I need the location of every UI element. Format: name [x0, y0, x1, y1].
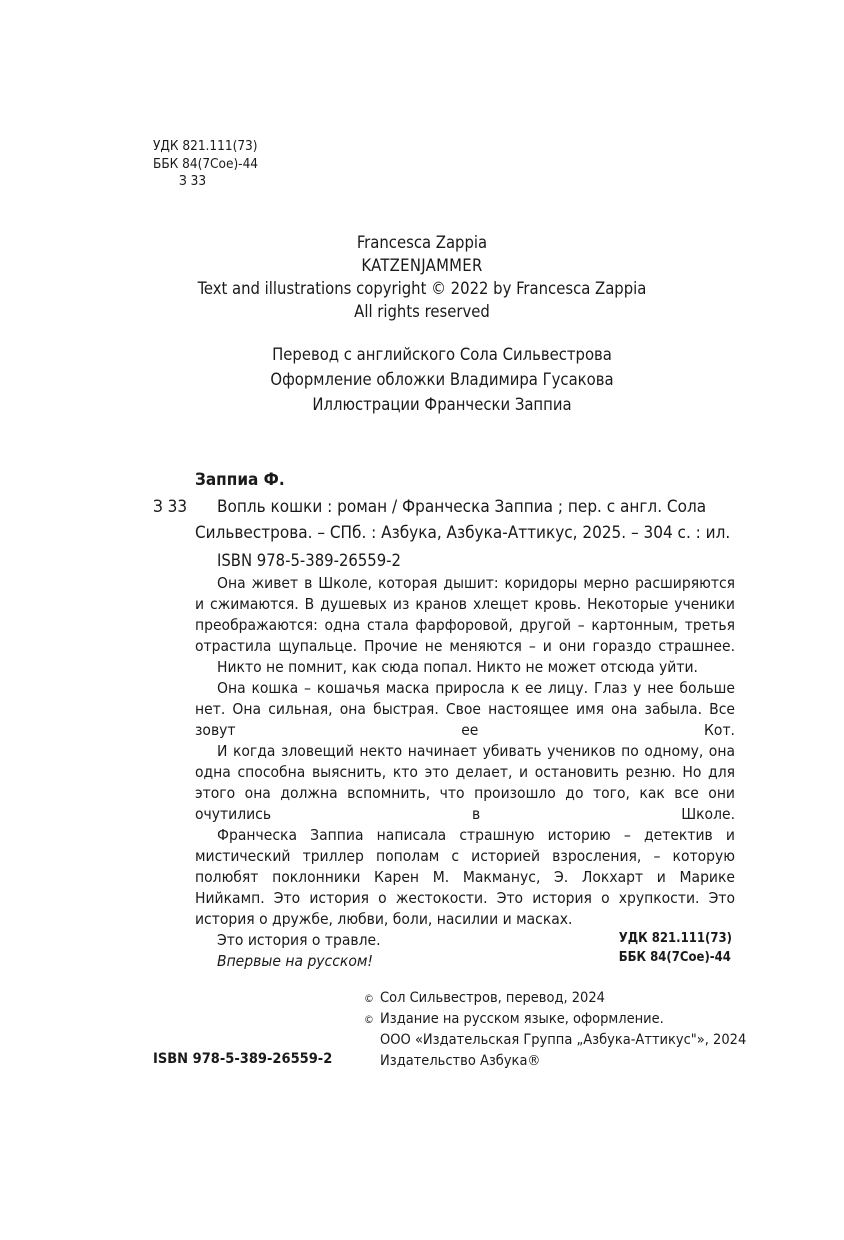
annotation-paragraph: Никто не помнит, как сюда попал. Никто не может отсюда уйти.: [217, 658, 698, 676]
udk-code-bottom: УДК 821.111(73): [618, 931, 732, 946]
original-copyright: Text and illustrations copyright © 2022 by Francesca Zappia: [197, 279, 647, 298]
bbk-code-bottom: ББК 84(7Сое)-44: [618, 950, 731, 965]
copyright-edition: © Издание на русском языке, оформление.: [364, 1009, 746, 1030]
original-title: KATZENJAMMER: [361, 256, 483, 275]
annotation-paragraph: Она кошка – кошачья маска приросла к ее лицу. Глаз у нее больше нет. Она сильная, она быстрая. Свое настоящее имя она забыла. Все зовут ее Кот.: [195, 679, 735, 739]
bbk-code: ББК 84(7Сое)-44: [153, 155, 259, 172]
annotation-paragraph: И когда зловещий некто начинает убивать учеников по одному, она одна способна выяснить, кто это делает, и остановить резню. Но для этого она должна вспомнить, что произошло до того, как все они очутились в Школе.: [195, 742, 735, 823]
bottom-classification: [619, 929, 732, 967]
annotation-paragraph: Франческа Заппиа написала страшную историю – детектив и мистический триллер пополам с историей взросления, – которую полюбят поклонники Карен М. Макманус, Э. Локхарт и Марике Нийкамп. Это история о жестокости. Это история о хрупкости. Это история о дружбе, любви, боли, насилии и масках.: [195, 826, 735, 928]
cover-design-credit: Оформление обложки Владимира Гусакова: [270, 370, 614, 389]
copyright-icon: ©: [364, 992, 374, 1005]
translation-credit: Перевод с английского Сола Сильвестрова: [272, 345, 612, 364]
original-credits: [0, 231, 844, 323]
copyright-block: [364, 988, 746, 1072]
illustrations-credit: Иллюстрации Франчески Заппиа: [312, 395, 572, 414]
russian-credits: [0, 342, 844, 417]
description-line-1: Вопль кошки : роман / Франческа Заппиа ; пер. с англ. Сола: [217, 497, 707, 517]
record-author-mark: З 33: [153, 497, 188, 517]
annotation: [195, 573, 735, 972]
original-author: Francesca Zappia: [356, 233, 488, 252]
publisher: Издательство Азбука®: [380, 1053, 541, 1069]
author-mark: З 33: [179, 173, 207, 189]
rights-reserved: All rights reserved: [354, 302, 490, 321]
annotation-paragraph: Она живет в Школе, которая дышит: коридоры мерно расширяются и сжимаются. В душевых из кранов хлещет кровь. Некоторые ученики преображаются: одна стала фарфоровой, другой – картонным, третья отрастила щупальце. Прочие не меняются – и они гораздо страшнее.: [195, 574, 735, 655]
top-classification: [153, 138, 258, 191]
udk-code: УДК 821.111(73): [153, 138, 258, 154]
copyright-icon: ©: [364, 1013, 374, 1026]
copyright-translation: © Сол Сильвестров, перевод, 2024: [364, 988, 746, 1009]
annotation-tagline: Впервые на русском!: [217, 952, 373, 970]
record-isbn: ISBN 978-5-389-26559-2: [217, 551, 401, 570]
publisher-group: ООО «Издательская Группа „Азбука-Аттикус"», 2024: [380, 1032, 747, 1048]
author-heading: Заппиа Ф.: [195, 470, 285, 490]
description-line-2: Сильвестрова. – СПб. : Азбука, Азбука-Аттикус, 2025. – 304 с. : ил.: [195, 523, 731, 543]
annotation-paragraph: Это история о травле.: [217, 931, 381, 949]
isbn-bottom: ISBN 978-5-389-26559-2: [153, 1051, 333, 1067]
